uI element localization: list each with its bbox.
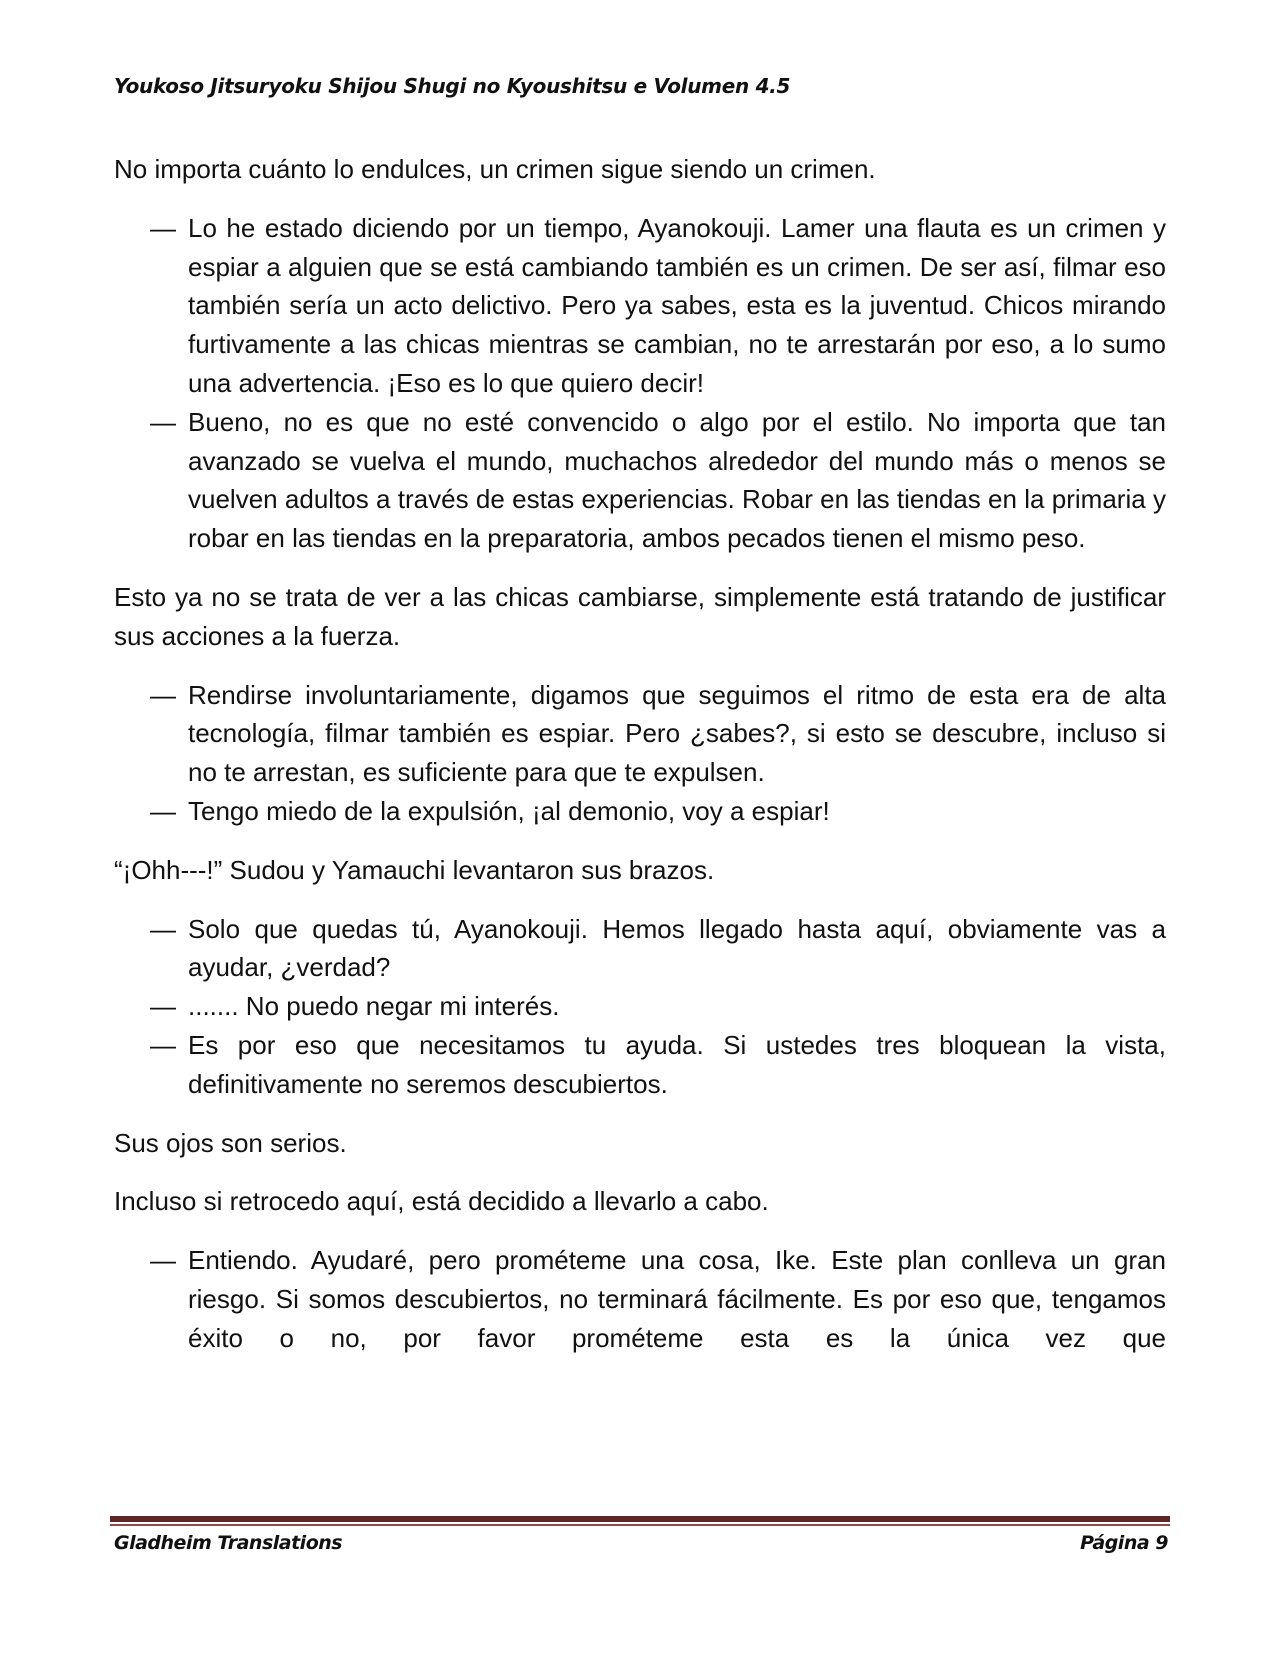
footer-rule-thick <box>110 1516 1170 1522</box>
dialogue-line <box>114 1026 1166 1104</box>
dialogue-text: Solo que quedas tú, Ayanokouji. Hemos llegado hasta aquí, obviamente vas a ayudar, ¿verdad? <box>188 913 1166 983</box>
footer-rule-thin <box>110 1524 1170 1526</box>
em-dash: — <box>150 212 176 243</box>
em-dash: — <box>150 991 176 1022</box>
dialogue-text: Es por eso que necesitamos tu ayuda. Si ustedes tres bloquean la vista, definitivamente no seremos descubiertos. <box>188 1029 1166 1099</box>
dialogue-line <box>114 910 1166 988</box>
paragraph: “¡Ohh---!” Sudou y Yamauchi levantaron sus brazos. <box>114 854 715 885</box>
em-dash: — <box>150 406 176 437</box>
dialogue-text: Entiendo. Ayudaré, pero prométeme una cosa, Ike. Este plan conlleva un gran riesgo. Si somos descubiertos, no terminará fácilmente. Es por eso que, tengamos éxito o no, por favor prométeme esta es la única vez que <box>188 1245 1166 1353</box>
dialogue-line <box>114 792 1166 831</box>
dialogue-line <box>114 676 1166 792</box>
em-dash: — <box>150 1029 176 1060</box>
dialogue-text: Tengo miedo de la expulsión, ¡al demonio, voy a espiar! <box>188 795 830 826</box>
dialogue-line <box>114 403 1166 558</box>
dialogue-text: Bueno, no es que no esté convencido o algo por el estilo. No importa que tan avanzado se vuelva el mundo, muchachos alrededor del mundo más o menos se vuelven adultos a través de estas experiencias. Robar en las tiendas en la primaria y robar en las tiendas en la preparatoria, ambos pecados tienen el mismo peso. <box>188 406 1166 554</box>
dialogue-text: ....... No puedo negar mi interés. <box>188 991 560 1022</box>
running-header-title: Youkoso Jitsuryoku Shijou Shugi no Kyoushitsu e Volumen 4.5 <box>114 74 791 98</box>
paragraph: Incluso si retrocedo aquí, está decidido a llevarlo a cabo. <box>114 1186 769 1217</box>
dialogue-text: Lo he estado diciendo por un tiempo, Ayanokouji. Lamer una flauta es un crimen y espiar a alguien que se está cambiando también es un crimen. De ser así, filmar eso también sería un acto delictivo. Pero ya sabes, esta es la juventud. Chicos mirando furtivamente a las chicas mientras se cambian, no te arrestarán por eso, a lo sumo una advertencia. ¡Eso es lo que quiero decir! <box>188 212 1166 398</box>
dialogue-group <box>114 676 1166 831</box>
em-dash: — <box>150 913 176 944</box>
dialogue-line <box>114 987 1166 1026</box>
footer-credit: Gladheim Translations <box>114 1532 343 1554</box>
dialogue-group <box>114 1241 1166 1357</box>
dialogue-text: Rendirse involuntariamente, digamos que seguimos el ritmo de esta era de alta tecnología, filmar también es espiar. Pero ¿sabes?, si esto se descubre, incluso si no te arrestan, es suficiente para que te expulsen. <box>188 679 1166 788</box>
em-dash: — <box>150 1245 176 1276</box>
dialogue-line <box>114 209 1166 403</box>
paragraph: Esto ya no se trata de ver a las chicas cambiarse, simplemente está tratando de justificar sus acciones a la fuerza. <box>114 581 1166 651</box>
page-body <box>114 150 1166 1378</box>
dialogue-group <box>114 209 1166 558</box>
page-number: Página 9 <box>1080 1532 1168 1554</box>
paragraph: Sus ojos son serios. <box>114 1127 347 1158</box>
dialogue-line <box>114 1241 1166 1357</box>
em-dash: — <box>150 795 176 826</box>
paragraph: No importa cuánto lo endulces, un crimen sigue siendo un crimen. <box>114 154 876 184</box>
em-dash: — <box>150 679 176 710</box>
dialogue-group <box>114 910 1166 1104</box>
